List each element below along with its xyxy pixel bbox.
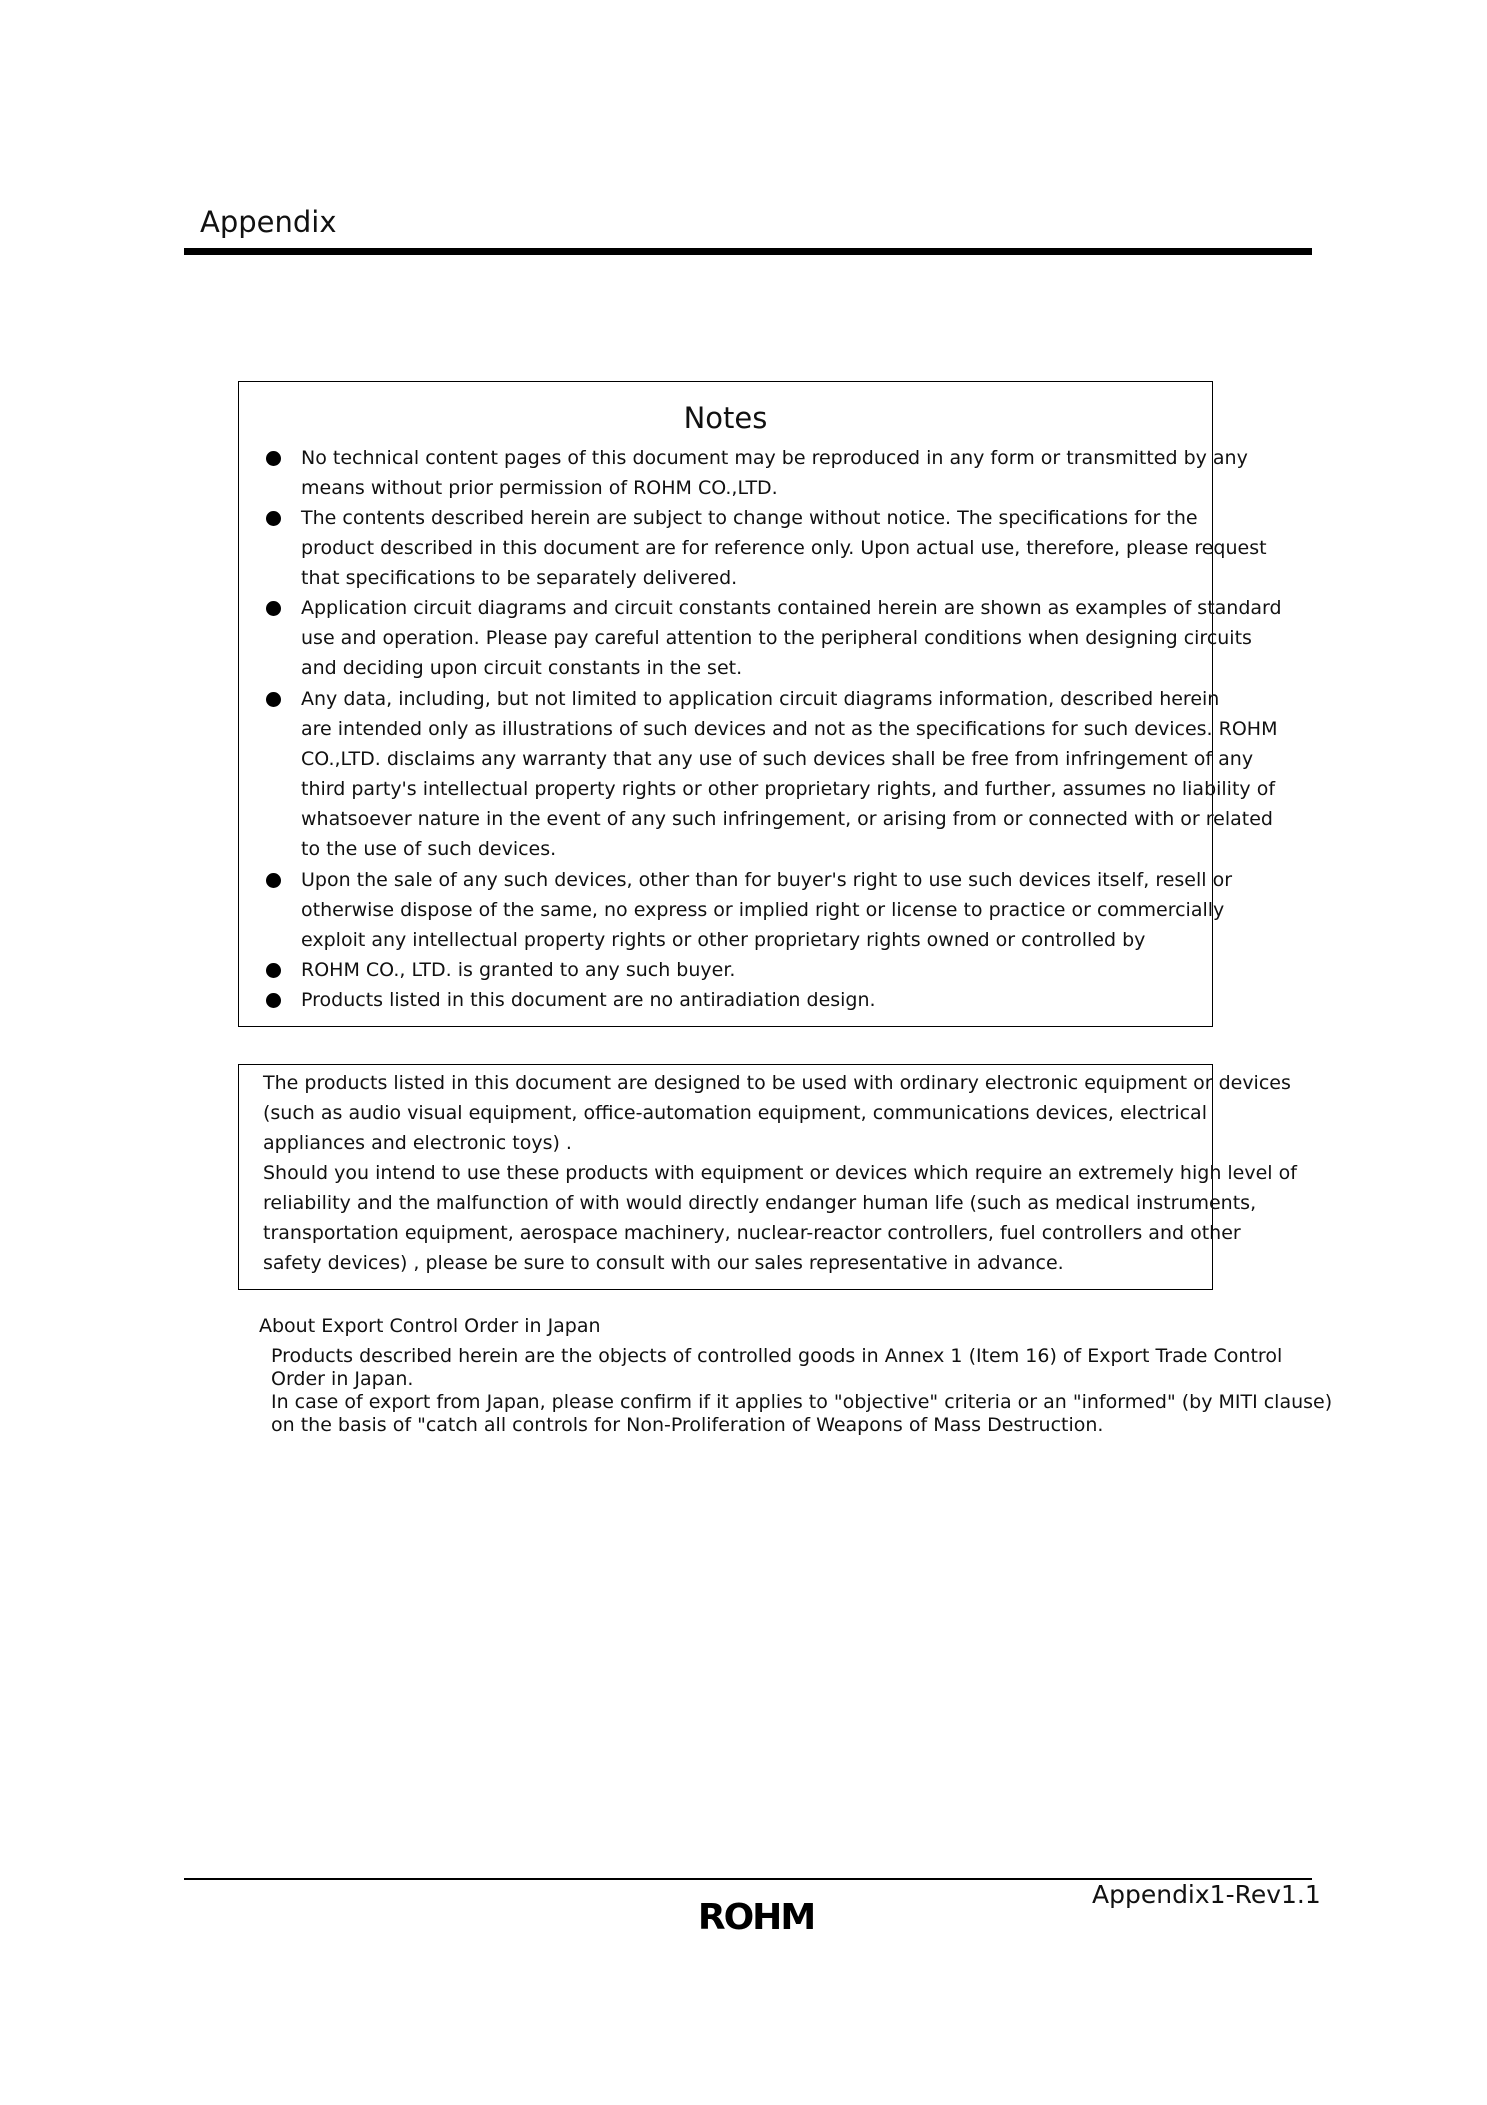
page-header-title: Appendix — [200, 205, 337, 239]
rohm-logo-text: ROHM — [697, 1898, 815, 1934]
bullet-icon — [266, 601, 281, 616]
export-line: In case of export from Japan, please confirm if it applies to "objective" criteria or an "informed" (by MITI clause) — [271, 1391, 1333, 1413]
bullet-icon — [266, 511, 281, 526]
products-line: appliances and electronic toys) . — [263, 1132, 572, 1154]
export-heading: About Export Control Order in Japan — [259, 1315, 601, 1337]
notes-line: Any data, including, but not limited to application circuit diagrams information, described herein — [301, 688, 1220, 710]
bullet-icon — [266, 451, 281, 466]
notes-line: otherwise dispose of the same, no express or implied right or license to practice or commercially — [301, 899, 1225, 921]
notes-line: Products listed in this document are no antiradiation design. — [301, 989, 876, 1011]
notes-line: exploit any intellectual property rights or other proprietary rights owned or controlled by — [301, 929, 1146, 951]
products-line: Should you intend to use these products with equipment or devices which require an extremely high level of — [263, 1162, 1297, 1184]
products-line: The products listed in this document are designed to be used with ordinary electronic equipment or devices — [263, 1072, 1291, 1094]
products-line: reliability and the malfunction of with would directly endanger human life (such as medical instruments, — [263, 1192, 1257, 1214]
notes-line: whatsoever nature in the event of any such infringement, or arising from or connected with or related — [301, 808, 1273, 830]
notes-line: The contents described herein are subject to change without notice. The specifications for the — [301, 507, 1198, 529]
notes-line: are intended only as illustrations of such devices and not as the specifications for such devices. ROHM — [301, 718, 1278, 740]
notes-line: use and operation. Please pay careful attention to the peripheral conditions when designing circuits — [301, 627, 1252, 649]
products-line: (such as audio visual equipment, office-automation equipment, communications devices, electrical — [263, 1102, 1207, 1124]
notes-line: third party's intellectual property rights or other proprietary rights, and further, assumes no liability of — [301, 778, 1276, 800]
notes-line: product described in this document are for reference only. Upon actual use, therefore, please request — [301, 537, 1267, 559]
notes-line: Application circuit diagrams and circuit constants contained herein are shown as examples of standard — [301, 597, 1282, 619]
bullet-icon — [266, 993, 281, 1008]
header-divider — [184, 248, 1312, 255]
products-line: transportation equipment, aerospace machinery, nuclear-reactor controllers, fuel controllers and other — [263, 1222, 1241, 1244]
notes-line: No technical content pages of this document may be reproduced in any form or transmitted by any — [301, 447, 1248, 469]
bullet-icon — [266, 873, 281, 888]
rohm-logo — [692, 1898, 820, 1934]
export-line: on the basis of "catch all controls for Non-Proliferation of Weapons of Mass Destruction. — [271, 1414, 1104, 1436]
export-line: Products described herein are the objects of controlled goods in Annex 1 (Item 16) of Export Trade Control — [271, 1345, 1283, 1367]
export-line: Order in Japan. — [271, 1368, 414, 1390]
products-line: safety devices) , please be sure to consult with our sales representative in advance. — [263, 1252, 1064, 1274]
notes-line: to the use of such devices. — [301, 838, 557, 860]
notes-line: Upon the sale of any such devices, other than for buyer's right to use such devices itself, resell or — [301, 869, 1233, 891]
notes-line: means without prior permission of ROHM CO.,LTD. — [301, 477, 778, 499]
notes-line: CO.,LTD. disclaims any warranty that any use of such devices shall be free from infringement of any — [301, 748, 1254, 770]
bullet-icon — [266, 692, 281, 707]
notes-line: that specifications to be separately delivered. — [301, 567, 738, 589]
page-number-label: Appendix1-Rev1.1 — [1092, 1880, 1321, 1909]
notes-line: and deciding upon circuit constants in the set. — [301, 657, 743, 679]
bullet-icon — [266, 963, 281, 978]
notes-title: Notes — [683, 401, 768, 435]
notes-line: ROHM CO., LTD. is granted to any such buyer. — [301, 959, 736, 981]
